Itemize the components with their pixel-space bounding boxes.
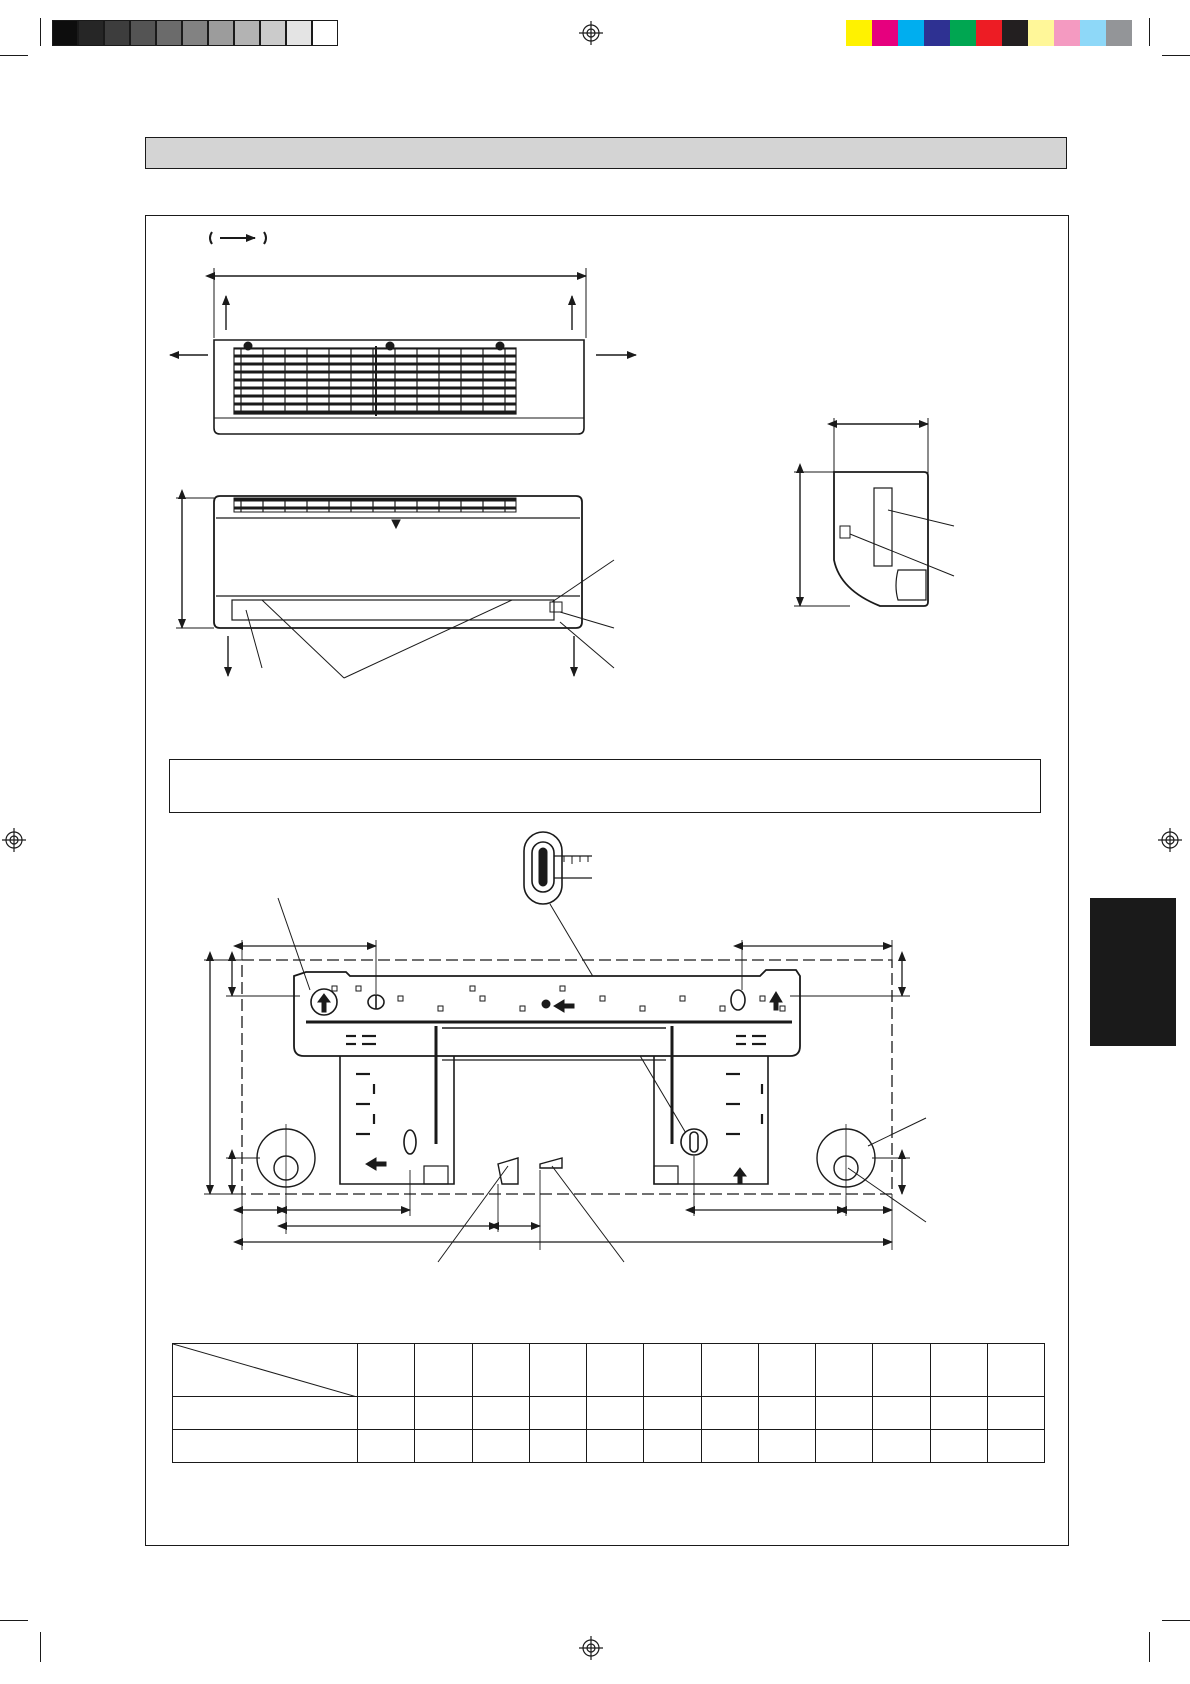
- table-cell: [644, 1344, 701, 1397]
- table-cell: [987, 1430, 1044, 1463]
- table-cell: [644, 1430, 701, 1463]
- registration-mark-icon: [579, 1636, 603, 1660]
- table-cell: [816, 1397, 873, 1430]
- table-cell: [816, 1430, 873, 1463]
- table-cell: [529, 1430, 586, 1463]
- plate-dimension-lines: [204, 898, 926, 1262]
- indoor-unit-top-view: [170, 268, 636, 434]
- table-header-corner: [173, 1344, 358, 1397]
- indoor-unit-front-view: [176, 496, 614, 678]
- table-cell: [930, 1344, 987, 1397]
- table-cell: [701, 1344, 758, 1397]
- table-cell: [358, 1344, 415, 1397]
- table-row-header: [173, 1430, 358, 1463]
- table-cell: [472, 1430, 529, 1463]
- table-cell: [587, 1344, 644, 1397]
- table-cell: [987, 1397, 1044, 1430]
- table-cell: [415, 1397, 472, 1430]
- arrow-right-icon: [210, 232, 266, 244]
- table-cell: [816, 1344, 873, 1397]
- table-cell: [472, 1344, 529, 1397]
- table-cell: [587, 1397, 644, 1430]
- table-cell: [529, 1397, 586, 1430]
- table-cell: [529, 1344, 586, 1397]
- table-cell: [415, 1430, 472, 1463]
- table-cell: [930, 1430, 987, 1463]
- table-cell: [873, 1430, 930, 1463]
- table-cell: [987, 1344, 1044, 1397]
- table-cell: [358, 1397, 415, 1430]
- table-cell: [701, 1397, 758, 1430]
- table-cell: [472, 1397, 529, 1430]
- table-cell: [758, 1430, 815, 1463]
- table-cell: [644, 1397, 701, 1430]
- registration-mark-icon: [2, 828, 26, 852]
- indoor-unit-side-view: [794, 418, 954, 606]
- diagonal-divider: [173, 1344, 357, 1397]
- table-cell: [873, 1397, 930, 1430]
- table-cell: [587, 1430, 644, 1463]
- table-cell: [930, 1397, 987, 1430]
- table-cell: [358, 1430, 415, 1463]
- table-cell: [701, 1430, 758, 1463]
- table-cell: [758, 1344, 815, 1397]
- registration-mark-icon: [579, 21, 603, 45]
- table-row-header: [173, 1397, 358, 1430]
- registration-mark-icon: [1158, 828, 1182, 852]
- table-cell: [758, 1397, 815, 1430]
- installation-plate-drawing: [242, 960, 892, 1196]
- table-cell: [873, 1344, 930, 1397]
- table-cell: [415, 1344, 472, 1397]
- specification-table: [172, 1343, 1045, 1463]
